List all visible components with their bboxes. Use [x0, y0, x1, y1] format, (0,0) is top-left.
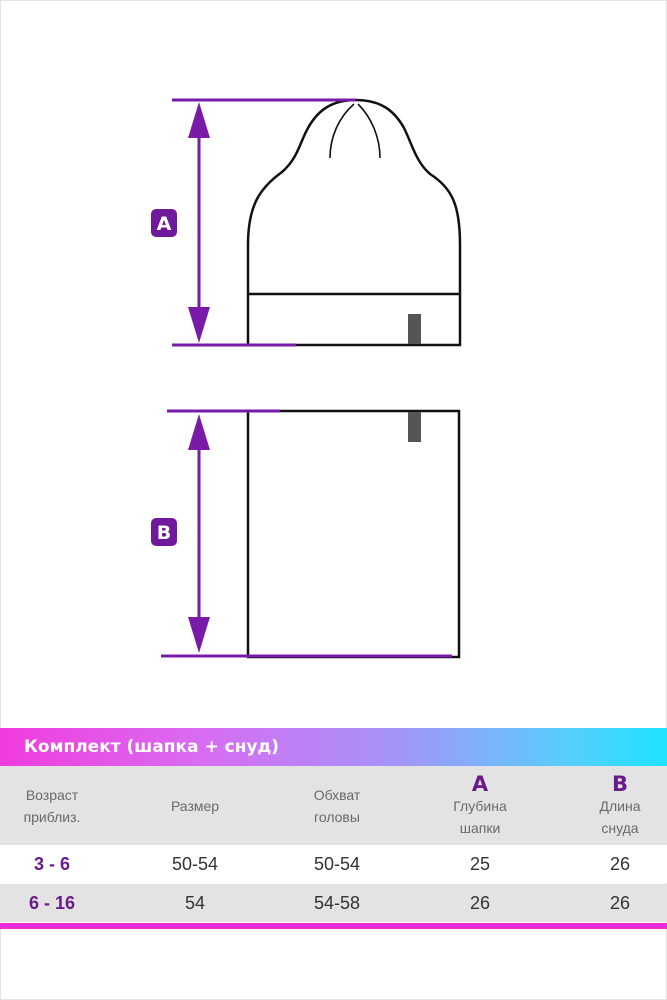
snood-outline: [248, 411, 459, 657]
cell-head-girth: 54-58: [313, 893, 361, 913]
cell-snood-length: 26: [609, 893, 631, 913]
dimension-a-label: A: [156, 213, 172, 235]
column-header-snood-length-line2: снуда: [601, 819, 639, 836]
cell-size: 54: [184, 893, 206, 913]
cell-head-girth: 50-54: [313, 854, 361, 874]
column-header-head-girth-line2: головы: [314, 808, 360, 825]
column-header-head-girth-line1: Обхват: [313, 786, 361, 803]
column-header-size-line1: Размер: [170, 797, 220, 814]
cell-size: 50-54: [171, 854, 219, 874]
table-column-headers: [0, 766, 667, 845]
column-header-hat-depth-line1: Глубина: [453, 797, 507, 814]
table-row: [0, 845, 667, 883]
column-header-age: [0, 766, 104, 845]
column-header-snood-length: [560, 766, 667, 845]
dimension-b-arrow-down: [188, 617, 210, 653]
cell-age: 6 - 16: [28, 893, 76, 913]
column-header-size: [130, 766, 260, 845]
table-row: [0, 884, 667, 922]
dimension-a-arrow-up: [188, 102, 210, 138]
column-header-snood-length-line1: Длина: [599, 797, 641, 814]
table-title: Комплект (шапка + снуд): [24, 737, 280, 757]
dimension-b-label: B: [156, 522, 172, 544]
snood-label-tab: [408, 412, 421, 442]
cell-hat-depth: 26: [469, 893, 491, 913]
hat-outline: [248, 100, 460, 345]
column-header-head-girth: [272, 766, 402, 845]
hat-illustration: [248, 100, 460, 345]
table-bottom-bar: [0, 923, 667, 929]
dimension-b-arrow-up: [188, 414, 210, 450]
hat-label-tab: [408, 314, 421, 344]
column-header-snood-length-letter: B: [611, 771, 628, 796]
column-header-hat-depth-letter: A: [471, 771, 489, 796]
cell-snood-length: 26: [609, 854, 631, 874]
column-header-hat-depth: [420, 766, 540, 845]
snood-illustration: [248, 411, 459, 657]
column-header-age-line2: приблиз.: [23, 808, 81, 825]
column-header-age-line1: Возраст: [25, 786, 79, 803]
cell-hat-depth: 25: [469, 854, 491, 874]
table-title-bar: [0, 728, 667, 766]
cell-age: 3 - 6: [33, 854, 71, 874]
column-header-hat-depth-line2: шапки: [459, 819, 501, 836]
dimension-a-arrow-down: [188, 307, 210, 343]
